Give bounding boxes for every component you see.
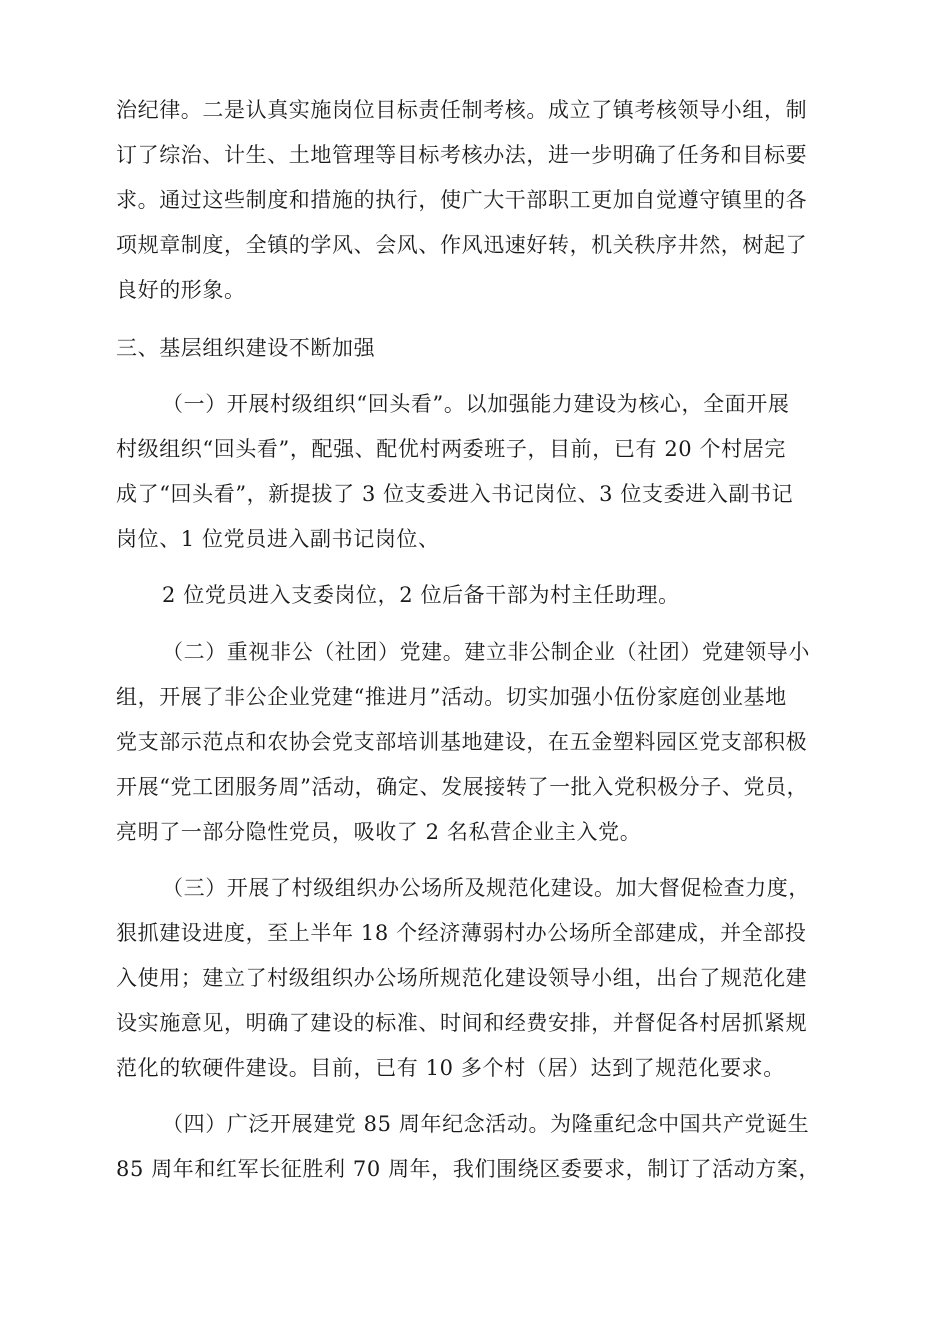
- body-text-line: 85 周年和红军长征胜利 70 周年，我们围绕区委要求，制订了活动方案，: [116, 1157, 821, 1181]
- body-text-line: 良好的形象。: [116, 278, 246, 302]
- body-text-line: 入使用；建立了村级组织办公场所规范化建设领导小组，出台了规范化建: [116, 966, 808, 990]
- body-text-line: 亮明了一部分隐性党员，吸收了 2 名私营企业主入党。: [116, 820, 642, 844]
- body-text-line: 项规章制度，全镇的学风、会风、作风迅速好转，机关秩序井然，树起了: [116, 233, 808, 257]
- body-text-line: 党支部示范点和农协会党支部培训基地建设，在五金塑料园区党支部积极: [116, 730, 808, 754]
- body-text-line: （四）广泛开展建党 85 周年纪念活动。为隆重纪念中国共产党诞生: [162, 1112, 810, 1136]
- body-text-line: 订了综治、计生、土地管理等目标考核办法，进一步明确了任务和目标要: [116, 143, 808, 167]
- body-text-line: 求。通过这些制度和措施的执行，使广大干部职工更加自觉遵守镇里的各: [116, 188, 808, 212]
- body-text-line: （一）开展村级组织“回头看”。以加强能力建设为核心，全面开展: [162, 392, 790, 416]
- body-text-line: （三）开展了村级组织办公场所及规范化建设。加大督促检查力度，: [162, 876, 810, 900]
- body-text-line: 组，开展了非公企业党建“推进月”活动。切实加强小伍份家庭创业基地: [116, 685, 787, 709]
- body-text-line: 岗位、1 位党员进入副书记岗位、: [116, 527, 440, 551]
- body-text-line: 设实施意见，明确了建设的标准、时间和经费安排，并督促各村居抓紧规: [116, 1011, 808, 1035]
- body-text-line: （二）重视非公（社团）党建。建立非公制企业（社团）党建领导小: [162, 640, 810, 664]
- body-text-line: 2 位党员进入支委岗位，2 位后备干部为村主任助理。: [162, 583, 680, 607]
- body-text-line: 村级组织“回头看”，配强、配优村两委班子，目前，已有 20 个村居完: [116, 437, 786, 461]
- body-text-line: 治纪律。二是认真实施岗位目标责任制考核。成立了镇考核领导小组，制: [116, 98, 808, 122]
- section-heading: 三、基层组织建设不断加强: [116, 336, 376, 360]
- body-text-line: 范化的软硬件建设。目前，已有 10 多个村（居）达到了规范化要求。: [116, 1056, 785, 1080]
- body-text-line: 成了“回头看”，新提拔了 3 位支委进入书记岗位、3 位支委进入副书记: [116, 482, 794, 506]
- body-text-line: 开展“党工团服务周”活动，确定、发展接转了一批入党积极分子、党员，: [116, 775, 809, 799]
- body-text-line: 狠抓建设进度，至上半年 18 个经济薄弱村办公场所全部建成，并全部投: [116, 921, 807, 945]
